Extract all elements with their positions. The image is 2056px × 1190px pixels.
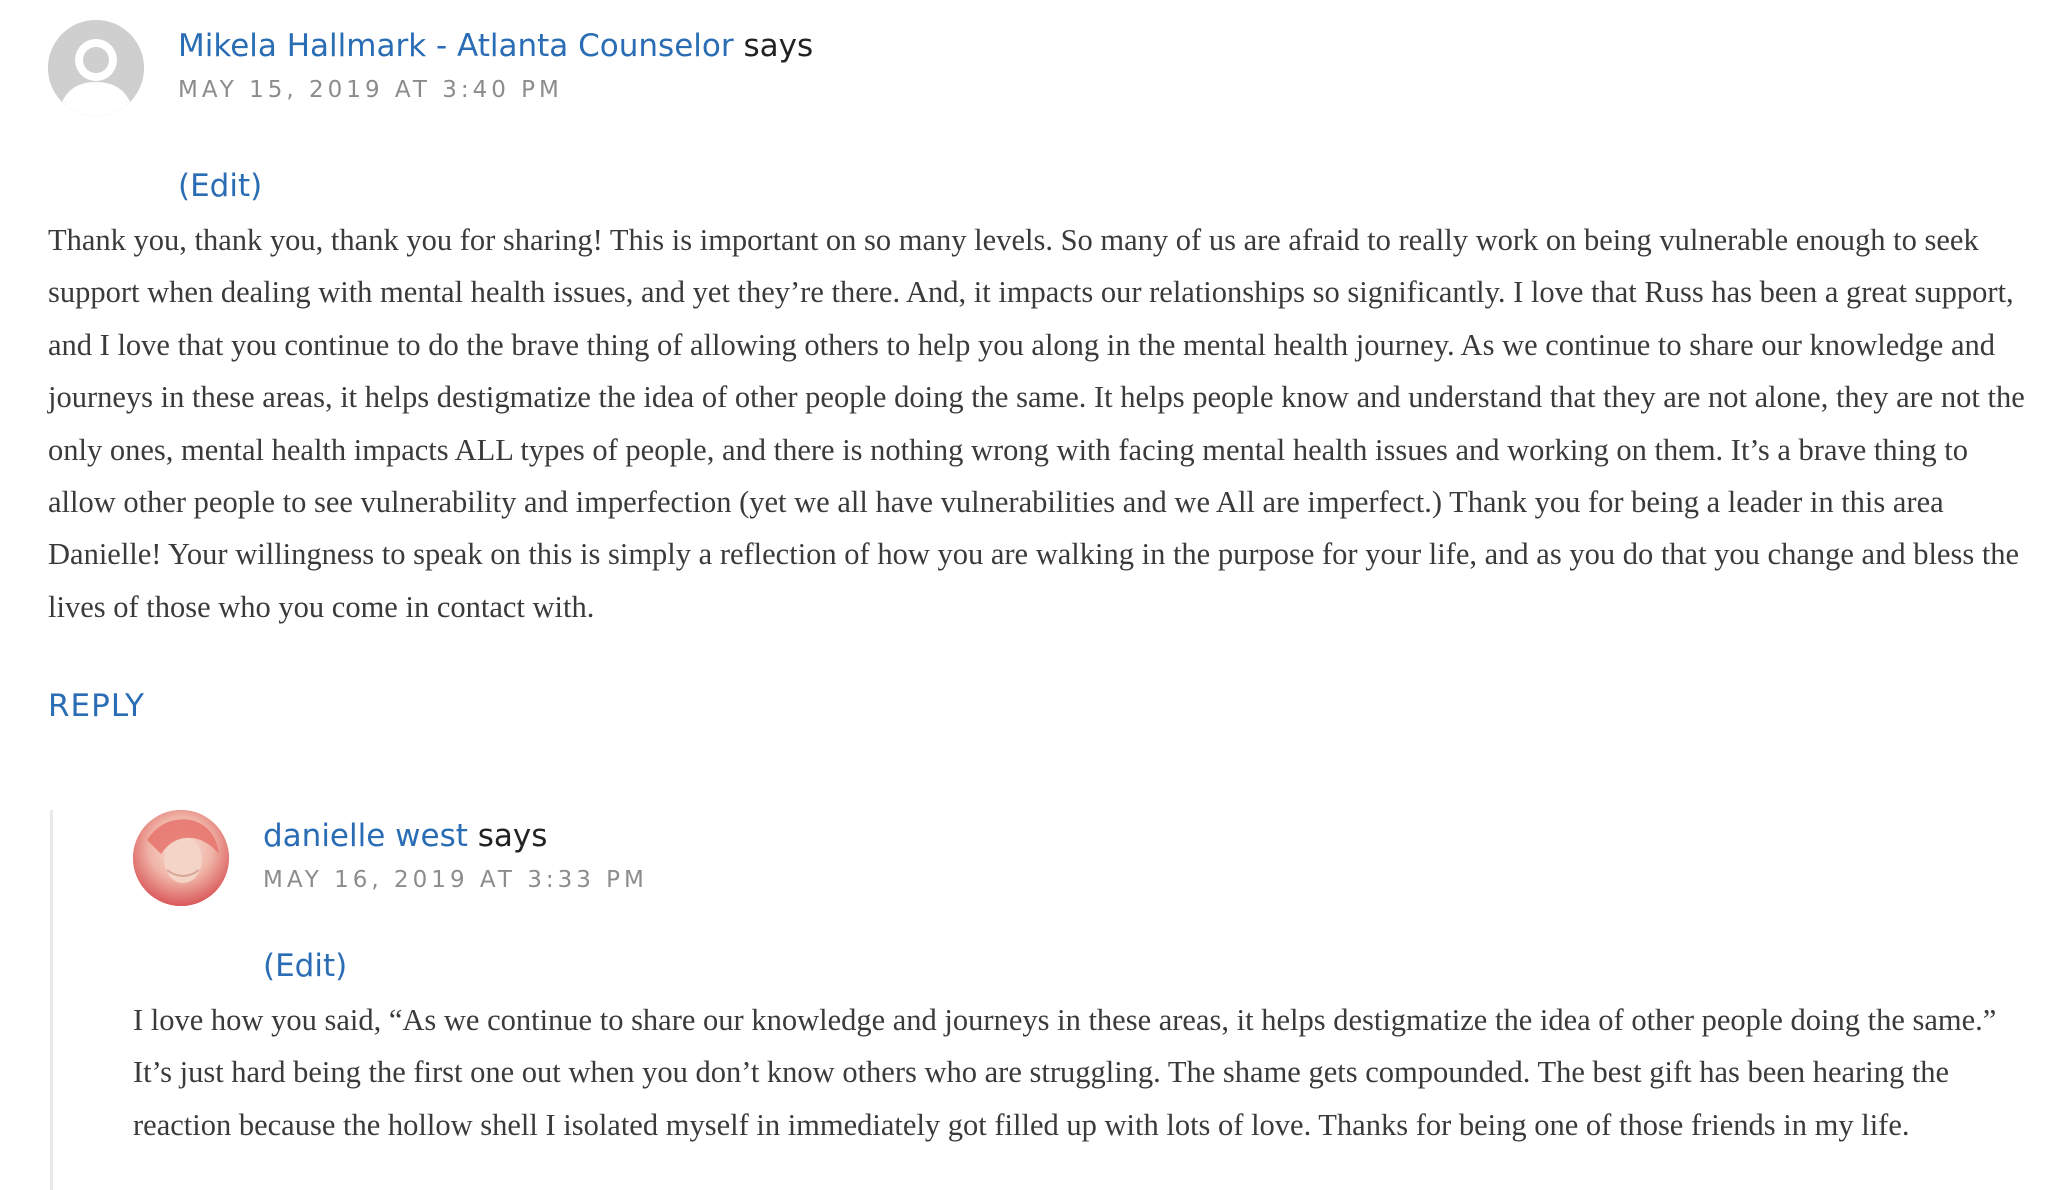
user-photo-icon	[133, 810, 229, 906]
reply-thread	[50, 810, 2031, 1190]
default-avatar-icon	[48, 20, 144, 116]
comment-text: Thank you, thank you, thank you for sharing! This is important on so many levels. So many of us are afraid to really work on being vulnerable enough to seek support when dealing with mental health issues, and yet they’re there. And, it impacts our relationships so significantly. I love that Russ has been a great support, and I love that you continue to do the brave thing of allowing others to help you along in the mental health journey. As we continue to share our knowledge and journeys in these areas, it helps destigmatize the idea of other people doing the same. It helps people know and understand that they are not alone, they are not the only ones, mental health impacts ALL types of people, and there is nothing wrong with facing mental health issues and working on them. It’s a brave thing to allow other people to see vulnerability and imperfection (yet we all have vulnerabilities and we All are imperfect.) Thank you for being a leader in this area Danielle! Your willingness to speak on this is simply a reflection of how you are walking in the purpose for your life, and as you do that you change and bless the lives of those who you come in contact with.	[48, 223, 2025, 624]
comment-author-line	[263, 814, 648, 858]
edit-comment-link[interactable]: (Edit)	[178, 168, 263, 204]
comment-author-link[interactable]: Mikela Hallmark - Atlanta Counselor	[178, 28, 734, 64]
comment-date[interactable]: MAY 16, 2019 AT 3:33 PM	[263, 867, 648, 893]
comment-author-line	[178, 24, 813, 68]
user-silhouette-icon	[48, 20, 144, 116]
reply-link[interactable]: REPLY	[48, 688, 145, 724]
edit-comment-link[interactable]: (Edit)	[263, 948, 348, 984]
says-label: says	[477, 818, 548, 854]
comment-date[interactable]: MAY 15, 2019 AT 3:40 PM	[178, 77, 563, 103]
comment-author-link[interactable]: danielle west	[263, 818, 468, 854]
comment-meta	[178, 24, 813, 110]
comment-meta	[263, 814, 648, 900]
says-label: says	[743, 28, 814, 64]
comment-text: I love how you said, “As we continue to share our knowledge and journeys in these areas, it helps destigmatize the idea of other people doing the same.” It’s just hard being the first one out when you don’t know others who are struggling. The shame gets compounded. The best gift has been hearing the reaction because the hollow shell I isolated myself in immediately got filled up with lots of love. Thanks for being one of those friends in my life.	[133, 1003, 1997, 1142]
user-photo-avatar	[133, 810, 229, 906]
